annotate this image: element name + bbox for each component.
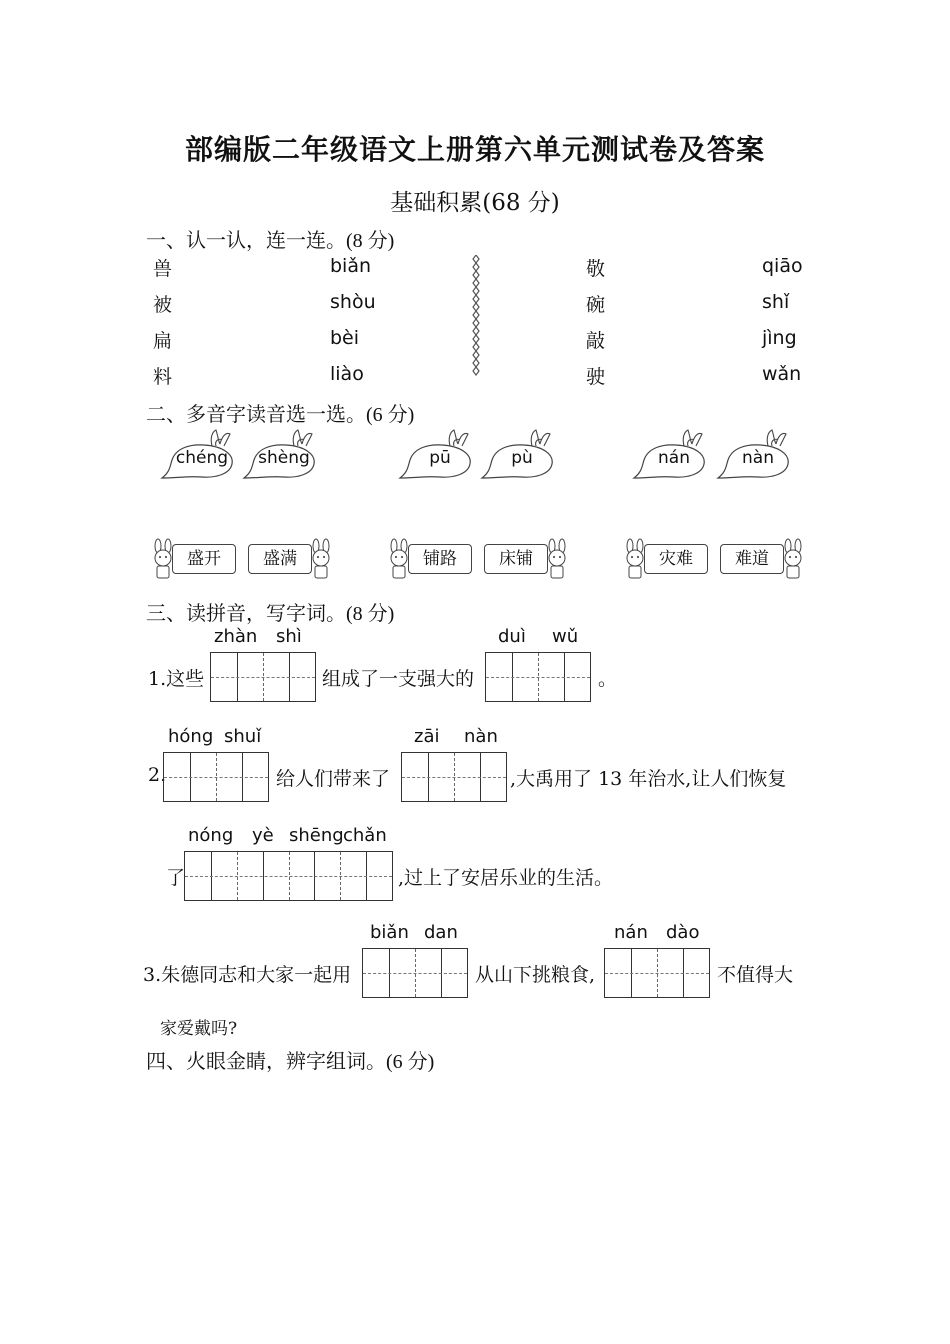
bunny-icon bbox=[542, 538, 572, 582]
pinyin-label: wǔ bbox=[552, 626, 579, 647]
q1-middle: 组成了一支强大的 bbox=[322, 668, 475, 690]
writing-grid[interactable] bbox=[184, 851, 393, 901]
q1-end: 。 bbox=[598, 668, 618, 690]
pinyin-label: shuǐ bbox=[224, 726, 262, 747]
pinyin-label: nàn bbox=[464, 726, 498, 747]
q3-end: 不值得大 bbox=[717, 964, 794, 986]
section-3-score: (8 分) bbox=[346, 603, 395, 625]
right-char: 敲 bbox=[586, 330, 606, 352]
left-char: 料 bbox=[153, 366, 173, 388]
writing-grid[interactable] bbox=[485, 652, 591, 702]
pinyin-bubble[interactable] bbox=[242, 426, 320, 482]
pinyin-bubble[interactable] bbox=[398, 426, 476, 482]
section-2-score: (6 分) bbox=[366, 404, 415, 426]
q2-prefix: 2. bbox=[148, 764, 167, 786]
left-char: 兽 bbox=[153, 258, 173, 280]
q3-line2: 家爱戴吗? bbox=[160, 1019, 238, 1039]
section-3-heading bbox=[146, 597, 394, 626]
right-pinyin: wǎn bbox=[762, 363, 802, 385]
chain-divider bbox=[471, 255, 481, 379]
pinyin-bubble[interactable] bbox=[480, 426, 558, 482]
pinyin-label: dan bbox=[424, 922, 458, 943]
right-pinyin: jìng bbox=[762, 327, 797, 349]
pinyin-label: duì bbox=[498, 626, 526, 647]
bubble-pinyin: shèng bbox=[258, 448, 310, 468]
section-1-score: (8 分) bbox=[346, 230, 395, 252]
pinyin-bubble[interactable] bbox=[160, 426, 238, 482]
pinyin-label: yè bbox=[252, 825, 274, 846]
left-pinyin: liào bbox=[330, 363, 364, 385]
word-card[interactable]: 难道 bbox=[720, 544, 784, 574]
writing-grid[interactable] bbox=[401, 752, 507, 802]
q2-line2-prefix: 了 bbox=[166, 867, 186, 889]
word-card[interactable]: 盛开 bbox=[172, 544, 236, 574]
word-card[interactable]: 铺路 bbox=[408, 544, 472, 574]
section-2-heading bbox=[146, 398, 414, 427]
section-1-heading bbox=[146, 224, 394, 253]
left-char: 被 bbox=[153, 294, 173, 316]
page-title: 部编版二年级语文上册第六单元测试卷及答案 bbox=[184, 133, 765, 166]
pinyin-label: shì bbox=[276, 626, 302, 647]
pinyin-label: biǎn bbox=[370, 922, 409, 943]
right-char: 敬 bbox=[586, 258, 606, 280]
word-card[interactable]: 灾难 bbox=[644, 544, 708, 574]
writing-grid[interactable] bbox=[604, 948, 710, 998]
right-char: 碗 bbox=[586, 294, 606, 316]
section-4-score: (6 分) bbox=[386, 1051, 435, 1073]
page-subtitle: 基础积累(68 分) bbox=[390, 190, 560, 216]
pinyin-label: zhàn bbox=[214, 626, 258, 647]
word-card[interactable]: 盛满 bbox=[248, 544, 312, 574]
pinyin-label: zāi bbox=[414, 726, 440, 747]
bunny-icon bbox=[306, 538, 336, 582]
writing-grid[interactable] bbox=[362, 948, 468, 998]
q3-middle: 从山下挑粮食, bbox=[475, 964, 596, 986]
section-3-label: 三、读拼音，写字词。 bbox=[146, 601, 346, 625]
bubble-pinyin: nàn bbox=[742, 448, 774, 468]
right-char: 驶 bbox=[586, 366, 606, 388]
bubble-pinyin: pù bbox=[511, 448, 533, 468]
pinyin-label: nóng bbox=[188, 825, 234, 846]
left-char: 扁 bbox=[153, 330, 173, 352]
word-card[interactable]: 床铺 bbox=[484, 544, 548, 574]
pinyin-label: dào bbox=[666, 922, 700, 943]
right-pinyin: shǐ bbox=[762, 291, 790, 313]
section-2-label: 二、多音字读音选一选。 bbox=[146, 402, 366, 426]
pinyin-bubble[interactable] bbox=[716, 426, 794, 482]
bunny-icon bbox=[778, 538, 808, 582]
bubble-pinyin: chéng bbox=[175, 448, 229, 468]
left-pinyin: shòu bbox=[330, 291, 376, 313]
pinyin-label: shēng bbox=[289, 825, 344, 846]
q2-middle: 给人们带来了 bbox=[276, 768, 391, 790]
pinyin-label: chǎn bbox=[343, 825, 387, 846]
writing-grid[interactable] bbox=[210, 652, 316, 702]
writing-grid[interactable] bbox=[163, 752, 269, 802]
right-pinyin: qiāo bbox=[762, 255, 803, 277]
bubble-pinyin: pū bbox=[429, 448, 451, 468]
pinyin-label: nán bbox=[614, 922, 648, 943]
pinyin-label: hóng bbox=[168, 726, 214, 747]
bubble-pinyin: nán bbox=[658, 448, 690, 468]
left-pinyin: bèi bbox=[330, 327, 360, 349]
section-4-heading bbox=[146, 1045, 434, 1074]
q2-end: ,大禹用了 13 年治水,让人们恢复 bbox=[510, 768, 787, 790]
q1-prefix: 1.这些 bbox=[148, 668, 205, 690]
q3-prefix: 3.朱德同志和大家一起用 bbox=[143, 964, 352, 986]
left-pinyin: biǎn bbox=[330, 255, 372, 277]
pinyin-bubble[interactable] bbox=[632, 426, 710, 482]
q2-line2-end: ,过上了安居乐业的生活。 bbox=[398, 867, 614, 889]
section-4-label: 四、火眼金睛，辨字组词。 bbox=[146, 1049, 386, 1073]
section-1-label: 一、认一认，连一连。 bbox=[146, 228, 346, 252]
